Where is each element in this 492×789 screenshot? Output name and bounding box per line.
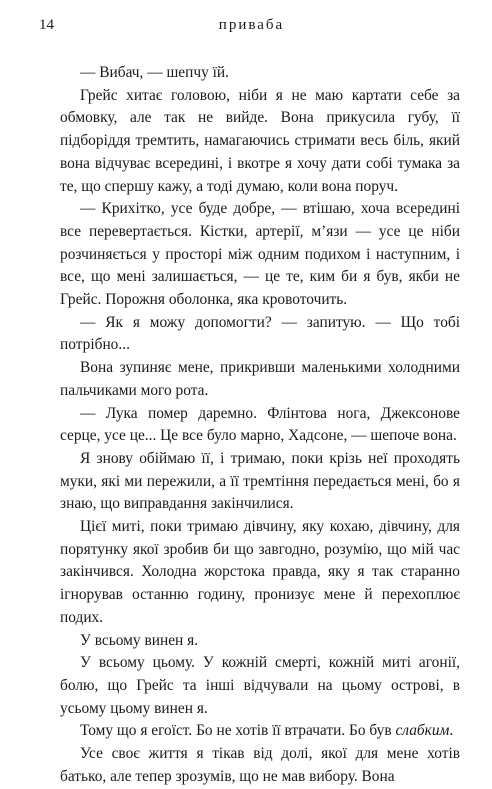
body-text <box>60 62 460 789</box>
paragraph: — Як я можу допомогти? — запитую. — Що тобі потрібно... <box>60 313 460 354</box>
paragraph: — Крихітко, усе буде добре, — втішаю, хоча всередині все перевертається. Кістки, артерії, м’язи — усе це ніби розчиняється у просторі між одним подихом і наступним, і все, що мені залишається, — це те, ким би я був, якби не Грейс. Порожня оболонка, яка кровоточить. <box>60 200 460 309</box>
page-header <box>39 15 464 37</box>
paragraph: Усе своє життя я тікав від долі, якої для мене хотів батько, але тепер зрозумів, що не мав вибору. Вона <box>60 745 460 785</box>
paragraph: — Вибач, — шепчу їй. <box>80 64 230 81</box>
paragraph: Я знову обіймаю її, і тримаю, поки крізь неї проходять муки, які ми пережили, а її тремтіння передається мені, бо я знаю, що виправдання закінчилися. <box>60 449 460 513</box>
emphasized-word: слабким <box>395 722 450 740</box>
paragraph-text: . <box>449 722 454 740</box>
paragraph: Вона зупиняє мене, прикривши маленькими холодними пальчиками мого рота. <box>60 359 460 399</box>
paragraph: — Лука помер даремно. Флінтова нога, Джексонове серце, усе це... Це все було марно, Хадсоне, — шепоче вона. <box>60 404 460 445</box>
paragraph: У всьому цьому. У кожній смерті, кожній миті агонії, болю, що Грейс та інші відчували на цьому острові, в усьому цьому винен я. <box>60 654 460 717</box>
paragraph: Грейс хитає головою, ніби я не маю картати себе за обмовку, але так не вийде. Вона прикусила губу, її підборіддя тремтить, намагаючись стримати весь біль, який вона відчуває всередині, і вкотре я хочу дати собі тумака за те, що спершу кажу, а тоді думаю, коли вона поруч. <box>60 86 460 195</box>
paragraph: У всьому винен я. <box>80 631 199 649</box>
running-title: приваба <box>218 17 285 33</box>
page-number: 14 <box>39 17 54 33</box>
paragraph <box>60 720 460 743</box>
paragraph-text: Тому що я егоїст. Бо не хотів її втрачати. Бо був <box>80 722 396 740</box>
paragraph: Цієї миті, поки тримаю дівчину, яку кохаю, дівчину, для порятунку якої зробив би що завгодно, розумію, що мій час закінчився. Холодна жорстока правда, яку я так старанно ігнорував останню годину, пронизує мене й перехоплює подих. <box>60 518 460 626</box>
